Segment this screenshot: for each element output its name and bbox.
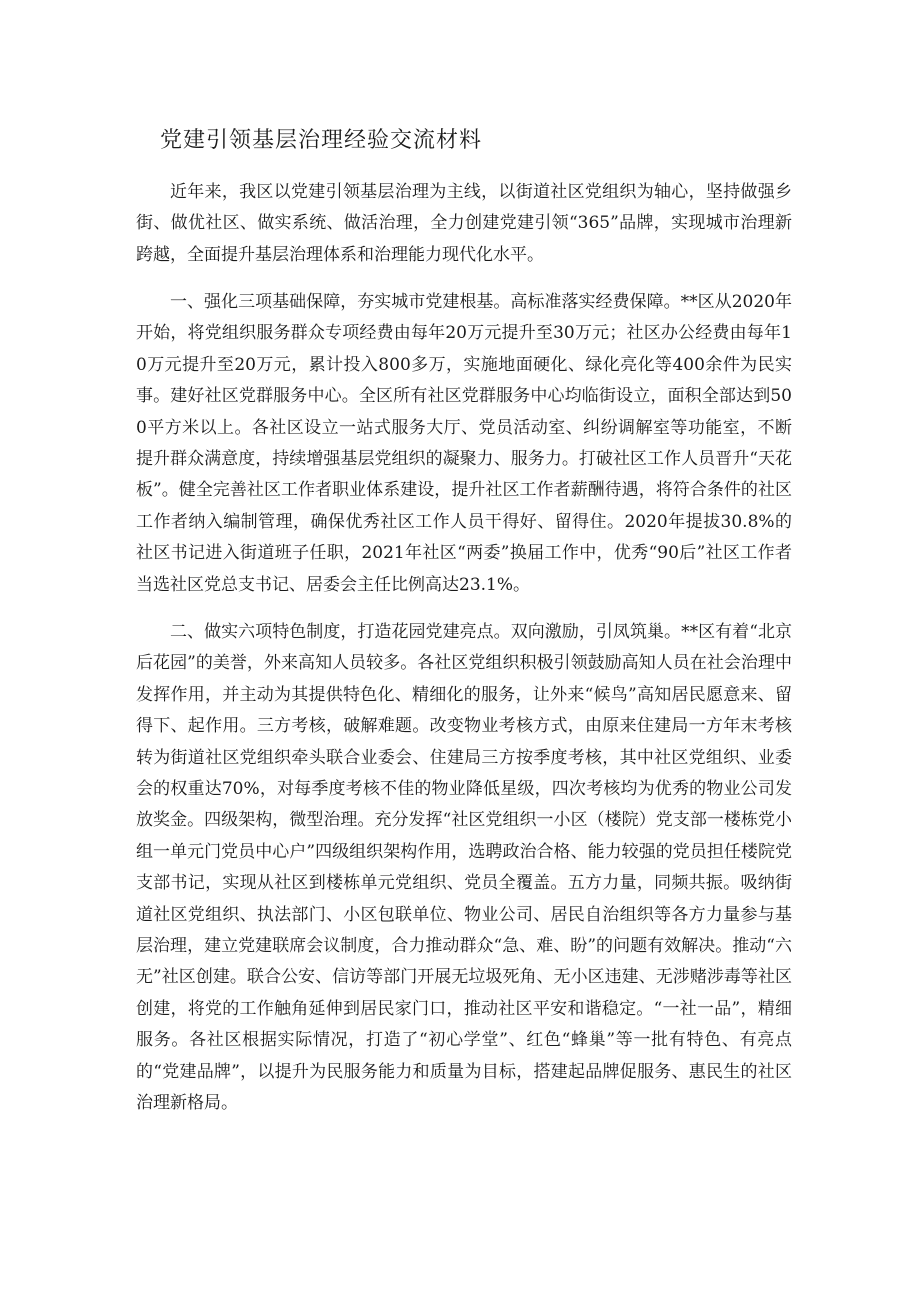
document-title: 党建引领基层治理经验交流材料 (160, 128, 483, 153)
paragraph-intro: 近年来，我区以党建引领基层治理为主线，以街道社区党组织为轴心，坚持做强乡街、做优社区、做实系统、做活治理，全力创建党建引领“365”品牌，实现城市治理新跨越，全面提升基层治理体系和治理能力现代化水平。 (136, 182, 792, 265)
paragraph-section-1: 一、强化三项基础保障，夯实城市党建根基。高标准落实经费保障。**区从2020年开始，将党组织服务群众专项经费由每年20万元提升至30万元；社区办公经费由每年10万元提升至20万元，累计投入800多万，实施地面硬化、绿化亮化等400余件为民实事。建好社区党群服务中心。全区所有社区党群服务中心均临街设立，面积全部达到500平方米以上。各社区设立一站式服务大厅、党员活动室、纠纷调解室等功能室，不断提升群众满意度，持续增强基层党组织的凝聚力、服务力。打破社区工作人员晋升“天花板”。健全完善社区工作者职业体系建设，提升社区工作者薪酬待遇，将符合条件的社区工作者纳入编制管理，确保优秀社区工作人员干得好、留得住。2020年提拔30.8%的社区书记进入街道班子任职，2021年社区“两委”换届工作中，优秀“90后”社区工作者当选社区党总支书记、居委会主任比例高达23.1%。 (136, 292, 792, 595)
paragraph-section-2: 二、做实六项特色制度，打造花园党建亮点。双向激励，引凤筑巢。**区有着“北京后花园”的美誉，外来高知人员较多。各社区党组织积极引领鼓励高知人员在社会治理中发挥作用，并主动为其提供特色化、精细化的服务，让外来“候鸟”高知居民愿意来、留得下、起作用。三方考核，破解难题。改变物业考核方式，由原来住建局一方年末考核转为街道社区党组织牵头联合业委会、住建局三方按季度考核，其中社区党组织、业委会的权重达70%，对每季度考核不佳的物业降低星级，四次考核均为优秀的物业公司发放奖金。四级架构，微型治理。充分发挥“社区党组织一小区（楼院）党支部一楼栋党小组一单元门党员中心户”四级组织架构作用，选聘政治合格、能力较强的党员担任楼院党支部书记，实现从社区到楼栋单元党组织、党员全覆盖。五方力量，同频共振。吸纳街道社区党组织、执法部门、小区包联单位、物业公司、居民自治组织等各方力量参与基层治理，建立党建联席会议制度，合力推动群众“急、难、盼”的问题有效解决。推动“六无”社区创建。联合公安、信访等部门开展无垃圾死角、无小区违建、无涉赌涉毒等社区创建，将党的工作触角延伸到居民家门口，推动社区平安和谐稳定。“一社一品”，精细服务。各社区根据实际情况，打造了“初心学堂”、红色“蜂巢”等一批有特色、有亮点的“党建品牌”，以提升为民服务能力和质量为目标，搭建起品牌促服务、惠民生的社区治理新格局。 (136, 622, 792, 1114)
